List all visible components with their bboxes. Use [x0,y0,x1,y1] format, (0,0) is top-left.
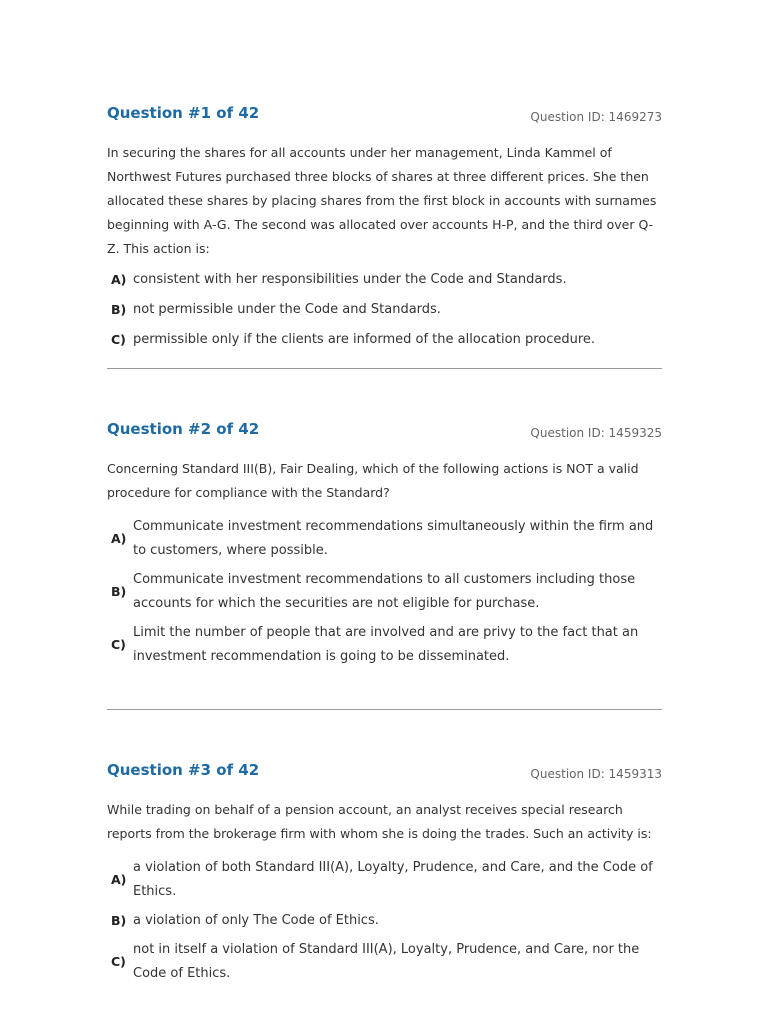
question-3 [107,761,662,986]
choice-letter: C) [111,954,126,969]
question-header [107,420,662,444]
question-1 [107,104,662,352]
question-title: Question #1 of 42 [107,104,260,122]
answer-choice-a[interactable] [107,515,662,563]
choice-text: Communicate investment recommendations simultaneously within the firm and to customers, where possible. [133,519,654,558]
question-header [107,761,662,785]
question-2 [107,420,662,669]
choice-text: Limit the number of people that are involved and are privy to the fact that an investment recommendation is going to be disseminated. [133,625,639,664]
choice-letter: B) [111,302,127,317]
answer-choice-c[interactable] [107,938,662,986]
answer-choice-b[interactable] [107,568,662,616]
choice-letter: A) [111,872,127,887]
question-id: Question ID: 1459325 [530,426,662,440]
choice-text: a violation of only The Code of Ethics. [133,913,379,928]
answer-choice-a[interactable] [107,268,662,292]
choice-text: consistent with her responsibilities under the Code and Standards. [133,272,567,287]
question-divider [107,709,662,710]
answer-choices [107,268,662,352]
choice-letter: C) [111,637,126,652]
answer-choices [107,856,662,986]
choice-letter: B) [111,584,127,599]
choice-letter: A) [111,531,127,546]
answer-choice-c[interactable] [107,621,662,669]
question-title: Question #2 of 42 [107,420,260,438]
question-header [107,104,662,128]
question-id: Question ID: 1459313 [530,767,662,781]
answer-choices [107,515,662,669]
question-text: While trading on behalf of a pension account, an analyst receives special research reports from the brokerage firm with whom she is doing the trades. Such an activity is: [107,802,652,841]
answer-choice-c[interactable] [107,328,662,352]
question-text: Concerning Standard III(B), Fair Dealing, which of the following actions is NOT a valid procedure for compliance with the Standard? [107,461,639,500]
question-text: In securing the shares for all accounts under her management, Linda Kammel of Northwest Futures purchased three blocks of shares at three different prices. She then allocated these shares by placing shares from the first block in accounts with surnames beginning with A-G. The second was allocated over accounts H-P, and the third over Q-Z. This action is: [107,145,657,256]
answer-choice-b[interactable] [107,909,662,933]
question-divider [107,368,662,369]
choice-text: a violation of both Standard III(A), Loyalty, Prudence, and Care, and the Code of Ethics. [133,860,653,899]
answer-choice-a[interactable] [107,856,662,904]
question-title: Question #3 of 42 [107,761,260,779]
choice-text: not in itself a violation of Standard III(A), Loyalty, Prudence, and Care, nor the Code of Ethics. [133,942,640,981]
choice-letter: C) [111,332,126,347]
choice-text: not permissible under the Code and Standards. [133,302,441,317]
choice-text: permissible only if the clients are informed of the allocation procedure. [133,332,596,347]
question-id: Question ID: 1469273 [530,110,662,124]
choice-letter: A) [111,272,127,287]
choice-letter: B) [111,913,127,928]
choice-text: Communicate investment recommendations to all customers including those accounts for which the securities are not eligible for purchase. [133,572,636,611]
answer-choice-b[interactable] [107,298,662,322]
